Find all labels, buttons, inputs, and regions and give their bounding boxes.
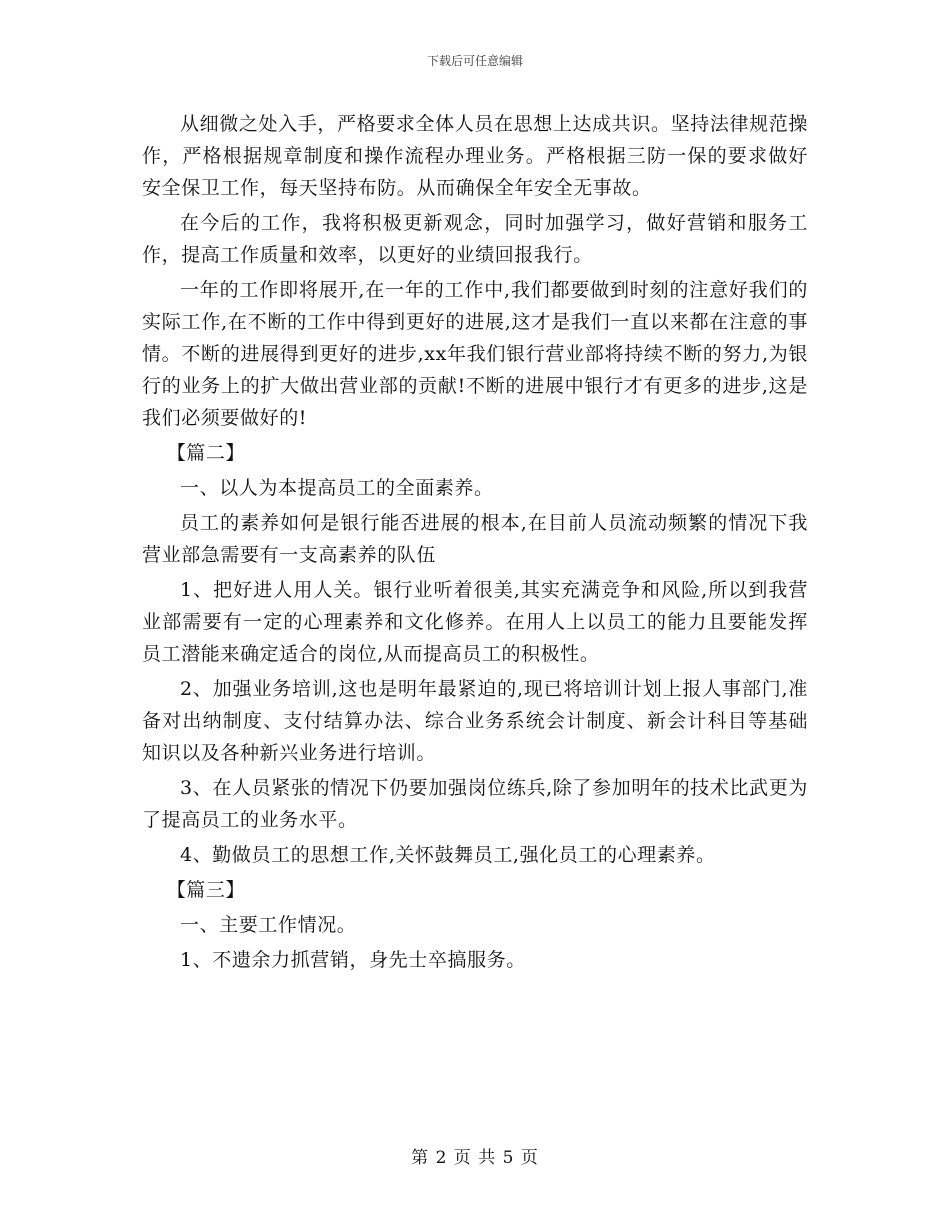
paragraph-5: 员工的素养如何是银行能否进展的根本,在目前人员流动频繁的情况下我营业部急需要有一支高素养的队伍 <box>142 512 808 566</box>
document-body <box>142 108 808 976</box>
paragraph-1: 从细微之处入手，严格要求全体人员在思想上达成共识。坚持法律规范操作，严格根据规章制度和操作流程办理业务。严格根据三防一保的要求做好安全保卫工作，每天坚持布防。从而确保全年安全无事故。 <box>142 113 808 199</box>
section-heading-2: 【篇二】 <box>166 442 246 464</box>
paragraph-4: 一、以人为本提高员工的全面素养。 <box>180 477 494 499</box>
paragraph-9: 4、勤做员工的思想工作,关怀鼓舞员工,强化员工的心理素养。 <box>180 844 716 866</box>
page-footer: 第 2 页 共 5 页 <box>411 1148 539 1168</box>
paragraph-2: 在今后的工作，我将积极更新观念，同时加强学习，做好营销和服务工作，提高工作质量和效率，以更好的业绩回报我行。 <box>142 212 808 266</box>
page-header: 下载后可任意编辑 <box>426 54 523 68</box>
paragraph-8: 3、在人员紧张的情况下仍要加强岗位练兵,除了参加明年的技术比武更为了提高员工的业务水平。 <box>142 777 808 831</box>
paragraph-7: 2、加强业务培训,这也是明年最紧迫的,现已将培训计划上报人事部门,准备对出纳制度、支付结算办法、综合业务系统会计制度、新会计科目等基础知识以及各种新兴业务进行培训。 <box>142 678 808 764</box>
paragraph-11: 1、不遗余力抓营销，身先士卒搞服务。 <box>180 949 526 971</box>
section-heading-3: 【篇三】 <box>166 879 246 901</box>
paragraph-10: 一、主要工作情况。 <box>180 914 357 936</box>
paragraph-6: 1、把好进人用人关。银行业听着很美,其实充满竞争和风险,所以到我营业部需要有一定的心理素养和文化修养。在用人上以员工的能力且要能发挥员工潜能来确定适合的岗位,从而提高员工的积极性。 <box>142 579 808 665</box>
paragraph-3: 一年的工作即将展开,在一年的工作中,我们都要做到时刻的注意好我们的实际工作,在不断的工作中得到更好的进展,这才是我们一直以来都在注意的事情。不断的进展得到更好的进步,xx年我们银行营业部将持续不断的努力,为银行的业务上的扩大做出营业部的贡献!不断的进展中银行才有更多的进步,这是我们必须要做好的! <box>142 279 808 429</box>
